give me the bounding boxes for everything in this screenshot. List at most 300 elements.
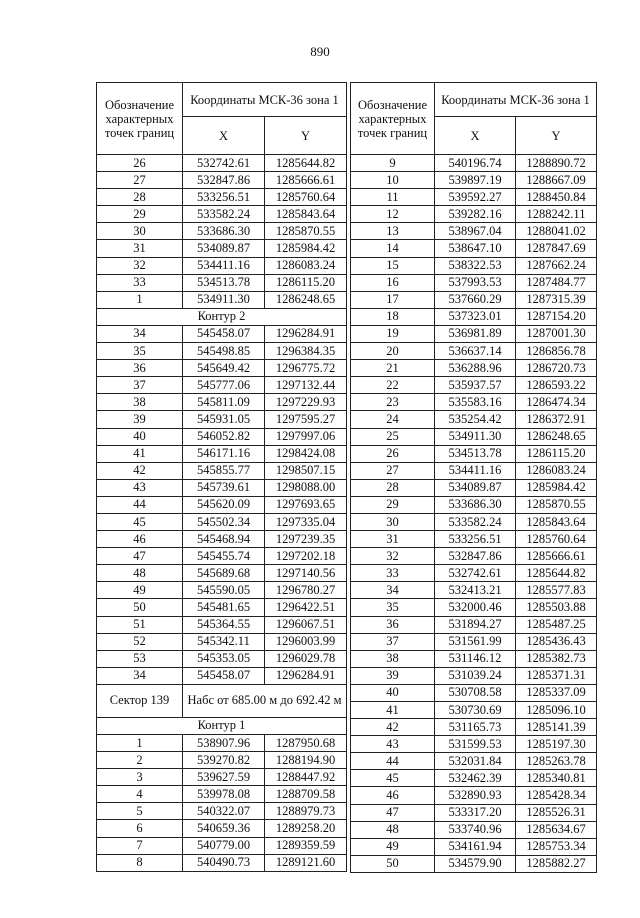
y-coordinate: 1286083.24: [265, 257, 347, 274]
point-number: 30: [351, 513, 435, 530]
point-number: 42: [97, 462, 183, 479]
x-coordinate: 530708.58: [435, 684, 516, 701]
section-row: [97, 717, 347, 734]
point-number: 14: [351, 240, 435, 257]
y-coordinate: 1285753.34: [516, 838, 597, 855]
x-coordinate: 545855.77: [183, 462, 265, 479]
table-row: [351, 240, 597, 257]
y-coordinate: 1286720.73: [516, 360, 597, 377]
table-row: [97, 360, 347, 377]
point-number: 33: [351, 565, 435, 582]
point-number: 21: [351, 360, 435, 377]
point-number: 20: [351, 343, 435, 360]
y-coordinate: 1296775.72: [265, 360, 347, 377]
point-number: 48: [351, 821, 435, 838]
header-y: Y: [265, 117, 347, 155]
y-coordinate: 1285526.31: [516, 804, 597, 821]
x-coordinate: 545649.42: [183, 360, 265, 377]
x-coordinate: 540490.73: [183, 854, 265, 871]
x-coordinate: 532031.84: [435, 753, 516, 770]
point-number: 43: [351, 736, 435, 753]
table-row: [351, 257, 597, 274]
y-coordinate: 1296384.35: [265, 343, 347, 360]
x-coordinate: 535583.16: [435, 394, 516, 411]
point-number: 48: [97, 565, 183, 582]
x-coordinate: 545481.65: [183, 599, 265, 616]
x-coordinate: 532462.39: [435, 770, 516, 787]
point-number: 44: [351, 753, 435, 770]
x-coordinate: 534411.16: [435, 462, 516, 479]
x-coordinate: 530730.69: [435, 702, 516, 719]
point-number: 36: [351, 616, 435, 633]
y-coordinate: 1285487.25: [516, 616, 597, 633]
point-number: 50: [97, 599, 183, 616]
y-coordinate: 1296284.91: [265, 667, 347, 684]
point-number: 40: [351, 684, 435, 701]
x-coordinate: 536288.96: [435, 360, 516, 377]
point-number: 11: [351, 189, 435, 206]
table-row: [97, 582, 347, 599]
point-number: 12: [351, 206, 435, 223]
point-number: 7: [97, 837, 183, 854]
x-coordinate: 533317.20: [435, 804, 516, 821]
table-row: [97, 548, 347, 565]
table-row: [351, 223, 597, 240]
x-coordinate: 536637.14: [435, 343, 516, 360]
y-coordinate: 1298424.08: [265, 445, 347, 462]
point-number: 27: [97, 172, 183, 189]
x-coordinate: 545811.09: [183, 394, 265, 411]
point-number: 46: [351, 787, 435, 804]
y-coordinate: 1285337.09: [516, 684, 597, 701]
y-coordinate: 1286593.22: [516, 377, 597, 394]
x-coordinate: 537323.01: [435, 308, 516, 325]
table-row: [351, 462, 597, 479]
point-number: 1: [97, 735, 183, 752]
x-coordinate: 538322.53: [435, 257, 516, 274]
table-row: [351, 479, 597, 496]
x-coordinate: 531894.27: [435, 616, 516, 633]
contour-label: Контур 1: [97, 717, 347, 734]
point-number: 41: [351, 702, 435, 719]
point-number: 31: [351, 531, 435, 548]
table-row: [97, 445, 347, 462]
table-row: [351, 753, 597, 770]
x-coordinate: 533256.51: [435, 531, 516, 548]
point-number: 4: [97, 786, 183, 803]
table-row: [351, 804, 597, 821]
y-coordinate: 1285870.55: [516, 496, 597, 513]
table-row: [351, 189, 597, 206]
y-coordinate: 1285634.67: [516, 821, 597, 838]
y-coordinate: 1285882.27: [516, 855, 597, 872]
table-header: [351, 83, 597, 155]
y-coordinate: 1287847.69: [516, 240, 597, 257]
table-row: [351, 531, 597, 548]
table-row: [351, 513, 597, 530]
y-coordinate: 1285760.64: [265, 189, 347, 206]
y-coordinate: 1287315.39: [516, 291, 597, 308]
x-coordinate: 533582.24: [183, 206, 265, 223]
point-number: 37: [351, 633, 435, 650]
table-row: [97, 803, 347, 820]
table-row: [97, 206, 347, 223]
table-row: [351, 719, 597, 736]
table-row: [97, 752, 347, 769]
point-number: 43: [97, 479, 183, 496]
table-row: [97, 820, 347, 837]
x-coordinate: 531561.99: [435, 633, 516, 650]
x-coordinate: 532847.86: [183, 172, 265, 189]
point-number: 46: [97, 531, 183, 548]
section-row: [97, 308, 347, 325]
sector-row: [97, 684, 347, 717]
point-number: 52: [97, 633, 183, 650]
table-row: [351, 428, 597, 445]
y-coordinate: 1286115.20: [516, 445, 597, 462]
y-coordinate: 1285870.55: [265, 223, 347, 240]
x-coordinate: 531039.24: [435, 667, 516, 684]
point-number: 33: [97, 274, 183, 291]
point-number: 30: [97, 223, 183, 240]
point-number: 23: [351, 394, 435, 411]
table-row: [351, 736, 597, 753]
x-coordinate: 545455.74: [183, 548, 265, 565]
table-row: [97, 496, 347, 513]
point-number: 28: [97, 189, 183, 206]
point-number: 16: [351, 274, 435, 291]
point-number: 26: [97, 155, 183, 172]
y-coordinate: 1286248.65: [265, 291, 347, 308]
point-number: 51: [97, 616, 183, 633]
contour-label: Контур 2: [97, 308, 347, 325]
x-coordinate: 538647.10: [435, 240, 516, 257]
x-coordinate: 533256.51: [183, 189, 265, 206]
y-coordinate: 1288667.09: [516, 172, 597, 189]
y-coordinate: 1296284.91: [265, 325, 347, 342]
table-row: [97, 428, 347, 445]
y-coordinate: 1288041.02: [516, 223, 597, 240]
point-number: 45: [97, 513, 183, 530]
x-coordinate: 545502.34: [183, 513, 265, 530]
point-number: 27: [351, 462, 435, 479]
header-coords-title: Координаты МСК-36 зона 1: [435, 83, 597, 117]
table-row: [97, 616, 347, 633]
y-coordinate: 1288709.58: [265, 786, 347, 803]
table-row: [97, 735, 347, 752]
x-coordinate: 540659.36: [183, 820, 265, 837]
table-row: [97, 257, 347, 274]
y-coordinate: 1297202.18: [265, 548, 347, 565]
table-row: [97, 240, 347, 257]
table-row: [351, 582, 597, 599]
table-row: [97, 172, 347, 189]
y-coordinate: 1286083.24: [516, 462, 597, 479]
point-number: 39: [351, 667, 435, 684]
x-coordinate: 534911.30: [435, 428, 516, 445]
y-coordinate: 1285666.61: [265, 172, 347, 189]
x-coordinate: 545364.55: [183, 616, 265, 633]
table-row: [351, 343, 597, 360]
table-row: [97, 394, 347, 411]
y-coordinate: 1297229.93: [265, 394, 347, 411]
y-coordinate: 1285428.34: [516, 787, 597, 804]
y-coordinate: 1285984.42: [516, 479, 597, 496]
x-coordinate: 532742.61: [183, 155, 265, 172]
point-number: 10: [351, 172, 435, 189]
x-coordinate: 531165.73: [435, 719, 516, 736]
x-coordinate: 539897.19: [435, 172, 516, 189]
point-number: 3: [97, 769, 183, 786]
y-coordinate: 1297239.35: [265, 531, 347, 548]
y-coordinate: 1285340.81: [516, 770, 597, 787]
x-coordinate: 532000.46: [435, 599, 516, 616]
y-coordinate: 1285263.78: [516, 753, 597, 770]
point-number: 8: [97, 854, 183, 871]
point-number: 49: [351, 838, 435, 855]
x-coordinate: 532847.86: [435, 548, 516, 565]
x-coordinate: 539978.08: [183, 786, 265, 803]
y-coordinate: 1285371.31: [516, 667, 597, 684]
table-row: [97, 837, 347, 854]
x-coordinate: 539270.82: [183, 752, 265, 769]
y-coordinate: 1285436.43: [516, 633, 597, 650]
x-coordinate: 546052.82: [183, 428, 265, 445]
y-coordinate: 1288979.73: [265, 803, 347, 820]
point-number: 47: [351, 804, 435, 821]
x-coordinate: 545458.07: [183, 325, 265, 342]
x-coordinate: 534513.78: [183, 274, 265, 291]
y-coordinate: 1285382.73: [516, 650, 597, 667]
table-row: [351, 360, 597, 377]
y-coordinate: 1288450.84: [516, 189, 597, 206]
table-header: [97, 83, 347, 155]
y-coordinate: 1285843.64: [265, 206, 347, 223]
x-coordinate: 540779.00: [183, 837, 265, 854]
point-number: 32: [97, 257, 183, 274]
x-coordinate: 540322.07: [183, 803, 265, 820]
y-coordinate: 1296003.99: [265, 633, 347, 650]
x-coordinate: 545498.85: [183, 343, 265, 360]
header-y: Y: [516, 117, 597, 155]
x-coordinate: 537993.53: [435, 274, 516, 291]
point-number: 39: [97, 411, 183, 428]
y-coordinate: 1286248.65: [516, 428, 597, 445]
table-row: [351, 702, 597, 719]
table-row: [97, 667, 347, 684]
y-coordinate: 1287154.20: [516, 308, 597, 325]
point-number: 42: [351, 719, 435, 736]
table-row: [97, 769, 347, 786]
point-number: 13: [351, 223, 435, 240]
point-number: 28: [351, 479, 435, 496]
table-row: [351, 496, 597, 513]
x-coordinate: 545689.68: [183, 565, 265, 582]
x-coordinate: 534513.78: [435, 445, 516, 462]
x-coordinate: 534579.90: [435, 855, 516, 872]
y-coordinate: 1287484.77: [516, 274, 597, 291]
table-row: [97, 325, 347, 342]
y-coordinate: 1285760.64: [516, 531, 597, 548]
table-row: [97, 786, 347, 803]
point-number: 35: [351, 599, 435, 616]
x-coordinate: 536981.89: [435, 325, 516, 342]
point-number: 25: [351, 428, 435, 445]
point-number: 40: [97, 428, 183, 445]
point-number: 18: [351, 308, 435, 325]
point-number: 9: [351, 155, 435, 172]
x-coordinate: 545777.06: [183, 377, 265, 394]
x-coordinate: 545342.11: [183, 633, 265, 650]
x-coordinate: 537660.29: [435, 291, 516, 308]
x-coordinate: 545353.05: [183, 650, 265, 667]
y-coordinate: 1296067.51: [265, 616, 347, 633]
point-number: 38: [351, 650, 435, 667]
sector-elevation-note: Набс от 685.00 м до 692.42 м: [183, 684, 347, 717]
y-coordinate: 1296422.51: [265, 599, 347, 616]
y-coordinate: 1287001.30: [516, 325, 597, 342]
y-coordinate: 1298088.00: [265, 479, 347, 496]
sector-label: Сектор 139: [97, 684, 183, 717]
table-row: [351, 787, 597, 804]
header-point-label: Обозначение характерных точек границ: [351, 83, 435, 155]
point-number: 29: [351, 496, 435, 513]
x-coordinate: 545931.05: [183, 411, 265, 428]
point-number: 50: [351, 855, 435, 872]
coordinates-table-right: [350, 82, 597, 873]
table-row: [351, 599, 597, 616]
table-row: [97, 531, 347, 548]
y-coordinate: 1286372.91: [516, 411, 597, 428]
table-row: [97, 377, 347, 394]
y-coordinate: 1287662.24: [516, 257, 597, 274]
point-number: 36: [97, 360, 183, 377]
y-coordinate: 1296029.78: [265, 650, 347, 667]
y-coordinate: 1298507.15: [265, 462, 347, 479]
point-number: 35: [97, 343, 183, 360]
y-coordinate: 1288194.90: [265, 752, 347, 769]
header-point-label: Обозначение характерных точек границ: [97, 83, 183, 155]
point-number: 38: [97, 394, 183, 411]
y-coordinate: 1285644.82: [516, 565, 597, 582]
table-row: [97, 343, 347, 360]
y-coordinate: 1287950.68: [265, 735, 347, 752]
x-coordinate: 533686.30: [183, 223, 265, 240]
table-row: [351, 155, 597, 172]
y-coordinate: 1286474.34: [516, 394, 597, 411]
y-coordinate: 1289258.20: [265, 820, 347, 837]
coordinates-table-left: [96, 82, 347, 872]
point-number: 31: [97, 240, 183, 257]
x-coordinate: 534089.87: [183, 240, 265, 257]
header-x: X: [183, 117, 265, 155]
x-coordinate: 532742.61: [435, 565, 516, 582]
table-row: [97, 479, 347, 496]
y-coordinate: 1297140.56: [265, 565, 347, 582]
point-number: 15: [351, 257, 435, 274]
table-row: [351, 274, 597, 291]
x-coordinate: 545590.05: [183, 582, 265, 599]
point-number: 1: [97, 291, 183, 308]
x-coordinate: 534161.94: [435, 838, 516, 855]
y-coordinate: 1285096.10: [516, 702, 597, 719]
y-coordinate: 1297335.04: [265, 513, 347, 530]
point-number: 34: [97, 325, 183, 342]
x-coordinate: 531599.53: [435, 736, 516, 753]
point-number: 2: [97, 752, 183, 769]
table-row: [97, 274, 347, 291]
y-coordinate: 1297693.65: [265, 496, 347, 513]
point-number: 17: [351, 291, 435, 308]
table-row: [351, 667, 597, 684]
x-coordinate: 539282.16: [435, 206, 516, 223]
y-coordinate: 1289121.60: [265, 854, 347, 871]
x-coordinate: 535254.42: [435, 411, 516, 428]
point-number: 44: [97, 496, 183, 513]
x-coordinate: 533686.30: [435, 496, 516, 513]
table-row: [97, 854, 347, 871]
table-row: [97, 155, 347, 172]
table-row: [351, 445, 597, 462]
y-coordinate: 1286856.78: [516, 343, 597, 360]
x-coordinate: 538907.96: [183, 735, 265, 752]
table-body: [351, 155, 597, 873]
y-coordinate: 1288890.72: [516, 155, 597, 172]
x-coordinate: 545620.09: [183, 496, 265, 513]
point-number: 29: [97, 206, 183, 223]
table-row: [97, 223, 347, 240]
y-coordinate: 1297595.27: [265, 411, 347, 428]
x-coordinate: 546171.16: [183, 445, 265, 462]
point-number: 5: [97, 803, 183, 820]
x-coordinate: 533582.24: [435, 513, 516, 530]
table-row: [351, 650, 597, 667]
table-row: [97, 411, 347, 428]
page-number: 890: [310, 44, 330, 59]
table-row: [351, 394, 597, 411]
table-row: [351, 821, 597, 838]
point-number: 41: [97, 445, 183, 462]
y-coordinate: 1297132.44: [265, 377, 347, 394]
x-coordinate: 539592.27: [435, 189, 516, 206]
table-row: [351, 565, 597, 582]
y-coordinate: 1285503.88: [516, 599, 597, 616]
x-coordinate: 540196.74: [435, 155, 516, 172]
table-row: [97, 189, 347, 206]
point-number: 45: [351, 770, 435, 787]
point-number: 47: [97, 548, 183, 565]
x-coordinate: 532890.93: [435, 787, 516, 804]
point-number: 24: [351, 411, 435, 428]
table-row: [351, 855, 597, 872]
y-coordinate: 1285843.64: [516, 513, 597, 530]
point-number: 32: [351, 548, 435, 565]
table-row: [351, 377, 597, 394]
table-row: [351, 633, 597, 650]
y-coordinate: 1285577.83: [516, 582, 597, 599]
y-coordinate: 1297997.06: [265, 428, 347, 445]
table-row: [97, 633, 347, 650]
x-coordinate: 545468.94: [183, 531, 265, 548]
table-row: [351, 616, 597, 633]
table-row: [351, 770, 597, 787]
x-coordinate: 533740.96: [435, 821, 516, 838]
table-row: [351, 172, 597, 189]
header-x: X: [435, 117, 516, 155]
point-number: 34: [351, 582, 435, 599]
point-number: 53: [97, 650, 183, 667]
x-coordinate: 531146.12: [435, 650, 516, 667]
